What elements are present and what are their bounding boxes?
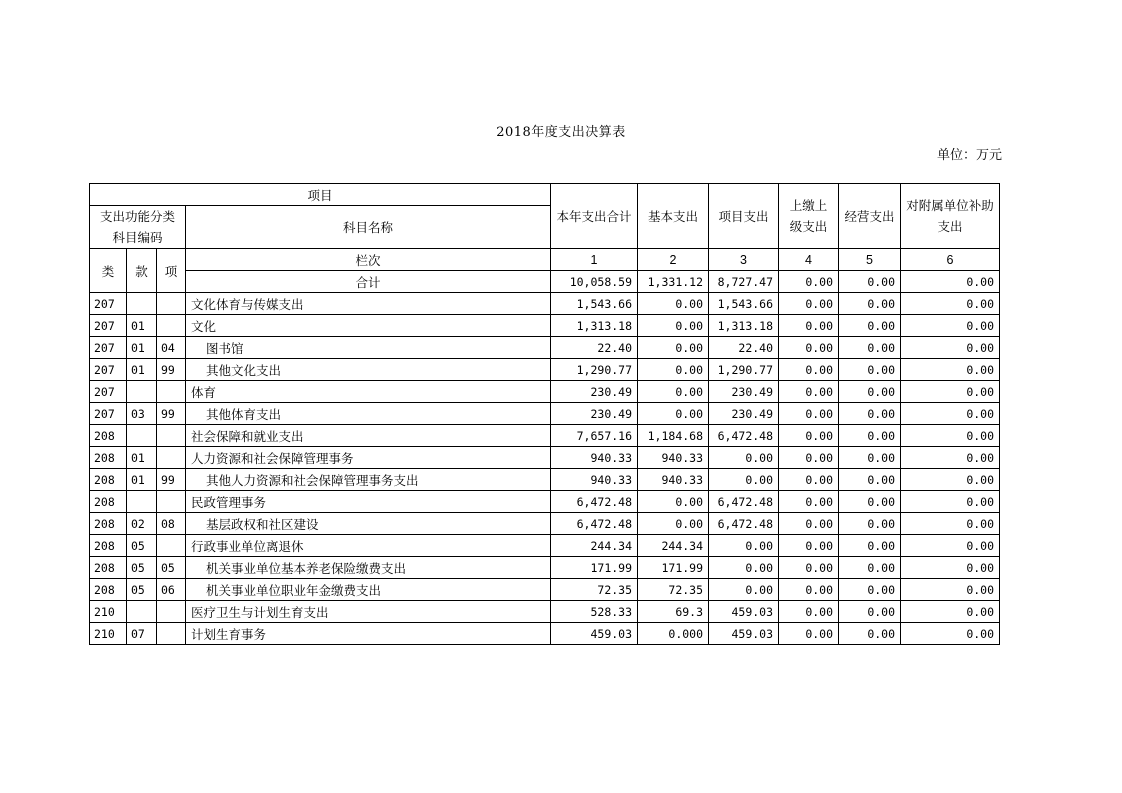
code-lei: 207 — [90, 293, 127, 315]
code-kuan — [127, 491, 157, 513]
value-cell: 171.99 — [638, 557, 709, 579]
code-xiang — [157, 601, 186, 623]
value-cell: 0.00 — [779, 601, 839, 623]
item-name: 基层政权和社区建设 — [186, 513, 551, 535]
value-cell: 0.00 — [638, 337, 709, 359]
item-name: 民政管理事务 — [186, 491, 551, 513]
code-xiang — [157, 623, 186, 645]
value-cell: 0.00 — [839, 623, 901, 645]
value-cell: 0.00 — [901, 337, 1000, 359]
value-cell: 0.00 — [901, 315, 1000, 337]
value-cell: 0.00 — [901, 381, 1000, 403]
item-name: 其他文化支出 — [186, 359, 551, 381]
table-row — [90, 359, 1000, 381]
value-cell: 1,290.77 — [551, 359, 638, 381]
value-cell: 0.00 — [779, 469, 839, 491]
value-cell: 0.00 — [779, 579, 839, 601]
header-col-business: 经营支出 — [839, 184, 901, 249]
table-row — [90, 535, 1000, 557]
code-xiang: 04 — [157, 337, 186, 359]
column-number: 2 — [638, 249, 709, 271]
value-cell: 0.00 — [638, 315, 709, 337]
value-cell: 0.00 — [709, 557, 779, 579]
item-name: 社会保障和就业支出 — [186, 425, 551, 447]
value-cell: 0.00 — [839, 359, 901, 381]
table-row — [90, 557, 1000, 579]
code-lei: 208 — [90, 579, 127, 601]
value-cell: 69.3 — [638, 601, 709, 623]
value-cell: 0.00 — [901, 469, 1000, 491]
document-title: 2018年度支出决算表 — [496, 125, 626, 140]
expenditure-table — [89, 183, 1000, 645]
code-lei: 207 — [90, 337, 127, 359]
item-name: 计划生育事务 — [186, 623, 551, 645]
header-row-1 — [90, 184, 1000, 206]
value-cell: 0.00 — [638, 403, 709, 425]
item-name: 行政事业单位离退休 — [186, 535, 551, 557]
code-kuan: 01 — [127, 315, 157, 337]
value-cell: 0.00 — [839, 337, 901, 359]
item-name: 其他体育支出 — [186, 403, 551, 425]
value-cell: 459.03 — [551, 623, 638, 645]
total-value: 10,058.59 — [551, 271, 638, 293]
table-row — [90, 491, 1000, 513]
code-kuan — [127, 381, 157, 403]
value-cell: 0.00 — [779, 425, 839, 447]
column-number: 1 — [551, 249, 638, 271]
header-col-project: 项目支出 — [709, 184, 779, 249]
total-label: 合计 — [186, 271, 551, 293]
table-row — [90, 469, 1000, 491]
value-cell: 22.40 — [551, 337, 638, 359]
value-cell: 230.49 — [551, 403, 638, 425]
value-cell: 0.00 — [779, 293, 839, 315]
header-col-basic: 基本支出 — [638, 184, 709, 249]
table-row — [90, 601, 1000, 623]
item-name: 文化体育与传媒支出 — [186, 293, 551, 315]
value-cell: 0.00 — [839, 513, 901, 535]
value-cell: 0.00 — [709, 447, 779, 469]
value-cell: 22.40 — [709, 337, 779, 359]
value-cell: 940.33 — [638, 469, 709, 491]
value-cell: 940.33 — [638, 447, 709, 469]
value-cell: 0.00 — [779, 557, 839, 579]
value-cell: 6,472.48 — [551, 513, 638, 535]
header-xiang: 项 — [157, 249, 186, 293]
value-cell: 0.00 — [839, 579, 901, 601]
code-kuan: 05 — [127, 535, 157, 557]
value-cell: 0.00 — [901, 623, 1000, 645]
value-cell: 6,472.48 — [709, 491, 779, 513]
unit-label: 单位：万元 — [936, 148, 1002, 163]
value-cell: 0.00 — [901, 579, 1000, 601]
value-cell: 72.35 — [551, 579, 638, 601]
value-cell: 940.33 — [551, 447, 638, 469]
item-name: 体育 — [186, 381, 551, 403]
value-cell: 0.00 — [779, 315, 839, 337]
code-xiang — [157, 293, 186, 315]
value-cell: 528.33 — [551, 601, 638, 623]
header-xiangmu: 项目 — [90, 184, 551, 206]
total-value: 1,331.12 — [638, 271, 709, 293]
header-code-label: 支出功能分类科目编码 — [90, 206, 186, 249]
value-cell: 0.00 — [779, 381, 839, 403]
value-cell: 0.00 — [839, 557, 901, 579]
value-cell: 1,543.66 — [709, 293, 779, 315]
value-cell: 0.00 — [839, 491, 901, 513]
table-row — [90, 623, 1000, 645]
value-cell: 1,313.18 — [551, 315, 638, 337]
value-cell: 0.00 — [779, 513, 839, 535]
table-row — [90, 315, 1000, 337]
value-cell: 7,657.16 — [551, 425, 638, 447]
code-kuan: 05 — [127, 579, 157, 601]
table-row — [90, 381, 1000, 403]
value-cell: 230.49 — [709, 381, 779, 403]
item-name: 文化 — [186, 315, 551, 337]
item-name: 其他人力资源和社会保障管理事务支出 — [186, 469, 551, 491]
value-cell: 6,472.48 — [551, 491, 638, 513]
total-value: 8,727.47 — [709, 271, 779, 293]
value-cell: 0.00 — [839, 293, 901, 315]
code-kuan: 05 — [127, 557, 157, 579]
header-row-3 — [90, 249, 1000, 271]
value-cell: 0.00 — [779, 403, 839, 425]
code-xiang — [157, 535, 186, 557]
item-name: 机关事业单位职业年金缴费支出 — [186, 579, 551, 601]
code-xiang — [157, 315, 186, 337]
value-cell: 0.00 — [779, 535, 839, 557]
value-cell: 459.03 — [709, 601, 779, 623]
value-cell: 1,184.68 — [638, 425, 709, 447]
value-cell: 6,472.48 — [709, 513, 779, 535]
value-cell: 1,543.66 — [551, 293, 638, 315]
item-name: 机关事业单位基本养老保险缴费支出 — [186, 557, 551, 579]
value-cell: 0.00 — [901, 535, 1000, 557]
code-lei: 207 — [90, 315, 127, 337]
code-kuan: 07 — [127, 623, 157, 645]
code-xiang — [157, 381, 186, 403]
code-xiang: 05 — [157, 557, 186, 579]
value-cell: 0.00 — [901, 447, 1000, 469]
code-xiang: 99 — [157, 469, 186, 491]
item-name: 人力资源和社会保障管理事务 — [186, 447, 551, 469]
header-name-label: 科目名称 — [186, 206, 551, 249]
value-cell: 0.00 — [638, 381, 709, 403]
value-cell: 0.00 — [638, 513, 709, 535]
code-kuan — [127, 293, 157, 315]
value-cell: 0.00 — [901, 293, 1000, 315]
value-cell: 171.99 — [551, 557, 638, 579]
code-lei: 208 — [90, 447, 127, 469]
value-cell: 72.35 — [638, 579, 709, 601]
header-col-total: 本年支出合计 — [551, 184, 638, 249]
value-cell: 940.33 — [551, 469, 638, 491]
item-name: 图书馆 — [186, 337, 551, 359]
code-xiang: 99 — [157, 403, 186, 425]
value-cell: 244.34 — [638, 535, 709, 557]
value-cell: 0.00 — [839, 469, 901, 491]
code-lei: 208 — [90, 535, 127, 557]
table-row — [90, 425, 1000, 447]
code-lei: 208 — [90, 425, 127, 447]
header-lanci: 栏次 — [186, 249, 551, 271]
value-cell: 0.00 — [901, 359, 1000, 381]
value-cell: 0.00 — [839, 381, 901, 403]
column-number: 5 — [839, 249, 901, 271]
value-cell: 230.49 — [709, 403, 779, 425]
table-row — [90, 403, 1000, 425]
code-xiang — [157, 425, 186, 447]
value-cell: 0.00 — [779, 359, 839, 381]
code-lei: 207 — [90, 381, 127, 403]
column-number: 6 — [901, 249, 1000, 271]
code-kuan: 01 — [127, 359, 157, 381]
value-cell: 230.49 — [551, 381, 638, 403]
value-cell: 0.00 — [839, 601, 901, 623]
value-cell: 0.00 — [709, 579, 779, 601]
value-cell: 0.00 — [839, 447, 901, 469]
column-number: 4 — [779, 249, 839, 271]
header-lei: 类 — [90, 249, 127, 293]
code-xiang — [157, 447, 186, 469]
code-xiang: 06 — [157, 579, 186, 601]
code-lei: 210 — [90, 623, 127, 645]
value-cell: 0.00 — [901, 491, 1000, 513]
code-lei: 207 — [90, 403, 127, 425]
code-xiang — [157, 491, 186, 513]
value-cell: 0.00 — [901, 425, 1000, 447]
value-cell: 0.00 — [709, 469, 779, 491]
code-kuan — [127, 601, 157, 623]
total-row — [90, 271, 1000, 293]
code-kuan: 03 — [127, 403, 157, 425]
table-row — [90, 513, 1000, 535]
value-cell: 1,290.77 — [709, 359, 779, 381]
value-cell: 0.00 — [779, 447, 839, 469]
value-cell: 0.00 — [901, 601, 1000, 623]
code-xiang: 99 — [157, 359, 186, 381]
code-lei: 207 — [90, 359, 127, 381]
column-number: 3 — [709, 249, 779, 271]
value-cell: 0.00 — [638, 293, 709, 315]
value-cell: 1,313.18 — [709, 315, 779, 337]
header-col-remit: 上缴上级支出 — [779, 184, 839, 249]
value-cell: 0.00 — [839, 425, 901, 447]
header-col-subsidy: 对附属单位补助支出 — [901, 184, 1000, 249]
header-kuan: 款 — [127, 249, 157, 293]
value-cell: 0.00 — [709, 535, 779, 557]
table-row — [90, 447, 1000, 469]
code-kuan: 01 — [127, 447, 157, 469]
value-cell: 0.00 — [638, 491, 709, 513]
value-cell: 0.00 — [901, 403, 1000, 425]
code-kuan — [127, 425, 157, 447]
value-cell: 0.00 — [779, 337, 839, 359]
code-lei: 208 — [90, 491, 127, 513]
code-lei: 208 — [90, 557, 127, 579]
value-cell: 0.00 — [901, 557, 1000, 579]
value-cell: 0.00 — [839, 315, 901, 337]
code-kuan: 01 — [127, 337, 157, 359]
value-cell: 0.00 — [779, 623, 839, 645]
total-value: 0.00 — [839, 271, 901, 293]
table-row — [90, 337, 1000, 359]
code-lei: 208 — [90, 513, 127, 535]
value-cell: 0.00 — [638, 359, 709, 381]
value-cell: 0.00 — [839, 535, 901, 557]
code-kuan: 02 — [127, 513, 157, 535]
code-xiang: 08 — [157, 513, 186, 535]
value-cell: 0.00 — [901, 513, 1000, 535]
table-row — [90, 579, 1000, 601]
value-cell: 459.03 — [709, 623, 779, 645]
total-value: 0.00 — [779, 271, 839, 293]
value-cell: 0.000 — [638, 623, 709, 645]
total-value: 0.00 — [901, 271, 1000, 293]
value-cell: 244.34 — [551, 535, 638, 557]
value-cell: 0.00 — [779, 491, 839, 513]
value-cell: 6,472.48 — [709, 425, 779, 447]
value-cell: 0.00 — [839, 403, 901, 425]
code-lei: 210 — [90, 601, 127, 623]
table-row — [90, 293, 1000, 315]
code-lei: 208 — [90, 469, 127, 491]
code-kuan: 01 — [127, 469, 157, 491]
item-name: 医疗卫生与计划生育支出 — [186, 601, 551, 623]
